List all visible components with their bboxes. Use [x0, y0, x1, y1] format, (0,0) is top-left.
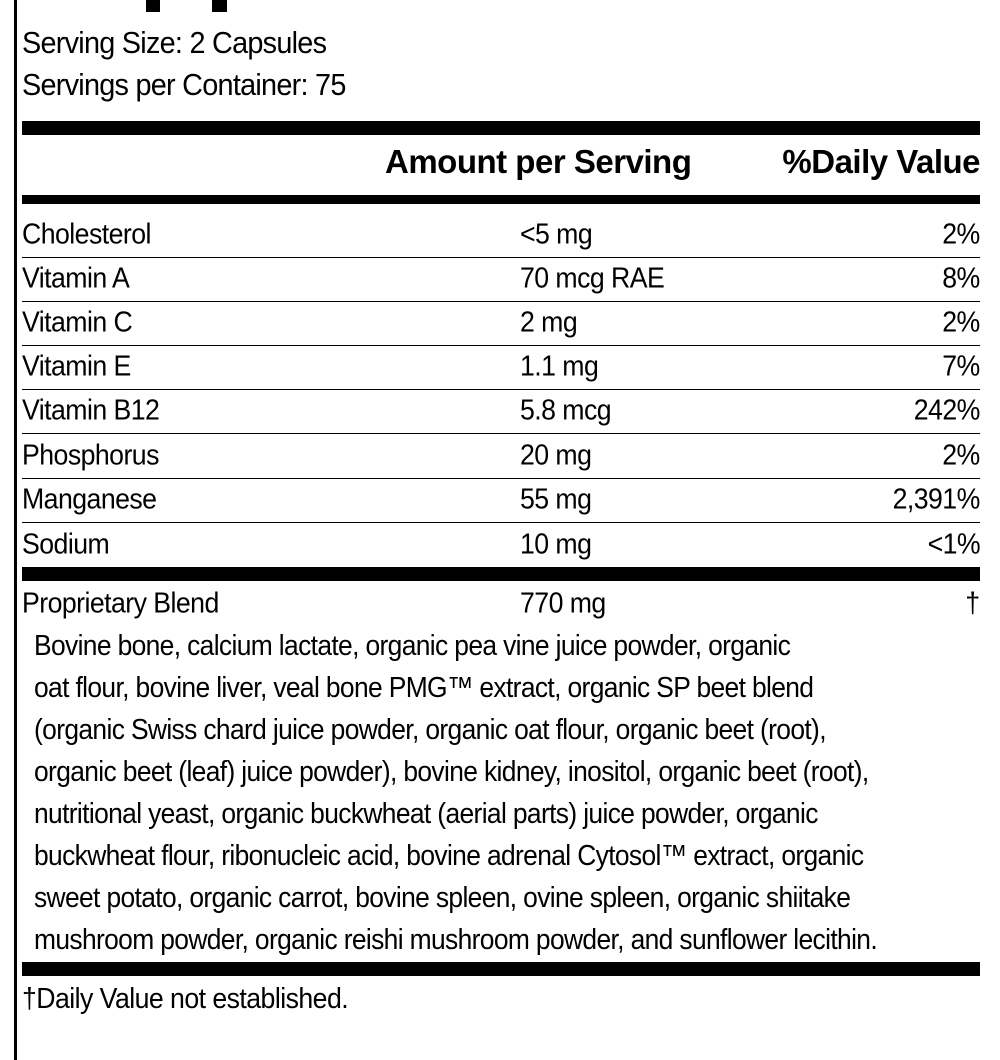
nutrient-row — [22, 345, 980, 389]
nutrient-daily-value: 8% — [942, 262, 980, 295]
thick-divider — [22, 121, 980, 135]
nutrient-daily-value: 2,391% — [892, 483, 980, 516]
serving-size: Serving Size: 2 Capsules — [22, 25, 327, 60]
proprietary-blend-row — [22, 582, 980, 626]
nutrient-row — [22, 257, 980, 301]
nutrient-amount: 5.8 mcg — [520, 394, 612, 427]
nutrient-daily-value: 2% — [942, 439, 980, 472]
nutrient-daily-value: 7% — [942, 350, 980, 383]
blend-amount: 770 mg — [520, 587, 606, 620]
ingredient-line: Bovine bone, calcium lactate, organic pea vine juice powder, organic — [34, 630, 791, 662]
ingredient-line: (organic Swiss chard juice powder, organic oat flour, organic beet (root), — [34, 714, 826, 746]
blend-name: Proprietary Blend — [22, 587, 219, 620]
nutrient-row — [22, 523, 980, 567]
nutrient-daily-value: 2% — [942, 306, 980, 339]
nutrient-row — [22, 434, 980, 478]
blend-ingredients — [34, 625, 994, 961]
ingredient-line: buckwheat flour, ribonucleic acid, bovine adrenal Cytosol™ extract, organic — [34, 840, 864, 872]
nutrient-name: Manganese — [22, 483, 157, 516]
nutrient-row — [22, 301, 980, 345]
nutrient-name: Vitamin B12 — [22, 394, 160, 427]
nutrient-amount: 1.1 mg — [520, 350, 599, 383]
ingredient-line: nutritional yeast, organic buckwheat (aerial parts) juice powder, organic — [34, 798, 818, 830]
ingredient-line: sweet potato, organic carrot, bovine spleen, ovine spleen, organic shiitake — [34, 882, 851, 914]
daily-value-footnote: †Daily Value not established. — [22, 983, 349, 1015]
amount-per-serving-header: Amount per Serving — [385, 143, 692, 180]
thick-divider — [22, 962, 980, 976]
nutrient-row — [22, 389, 980, 433]
nutrient-daily-value: 2% — [942, 218, 980, 251]
nutrient-amount: 2 mg — [520, 306, 578, 339]
nutrient-name: Phosphorus — [22, 439, 159, 472]
thick-divider — [22, 567, 980, 581]
nutrient-amount: <5 mg — [520, 218, 593, 251]
nutrient-amount: 20 mg — [520, 439, 592, 472]
nutrient-daily-value: <1% — [927, 528, 980, 561]
servings-per-container: Servings per Container: 75 — [22, 67, 346, 102]
blend-daily-value: † — [965, 587, 980, 620]
medium-divider — [22, 195, 980, 204]
nutrient-name: Sodium — [22, 528, 110, 561]
nutrient-name: Vitamin C — [22, 306, 133, 339]
nutrient-name: Vitamin A — [22, 262, 130, 295]
ingredient-line: organic beet (leaf) juice powder), bovine kidney, inositol, organic beet (root), — [34, 756, 869, 788]
daily-value-header: %Daily Value — [782, 143, 980, 180]
title-fragment — [212, 0, 227, 12]
ingredient-line: mushroom powder, organic reishi mushroom powder, and sunflower lecithin. — [34, 924, 878, 956]
nutrient-row — [22, 213, 980, 257]
title-fragment — [146, 0, 160, 12]
nutrient-daily-value: 242% — [913, 394, 980, 427]
nutrient-name: Cholesterol — [22, 218, 151, 251]
nutrient-name: Vitamin E — [22, 350, 131, 383]
nutrient-amount: 10 mg — [520, 528, 592, 561]
nutrient-amount: 55 mg — [520, 483, 592, 516]
nutrient-amount: 70 mcg RAE — [520, 262, 665, 295]
ingredient-line: oat flour, bovine liver, veal bone PMG™ extract, organic SP beet blend — [34, 672, 814, 704]
nutrient-row — [22, 478, 980, 522]
